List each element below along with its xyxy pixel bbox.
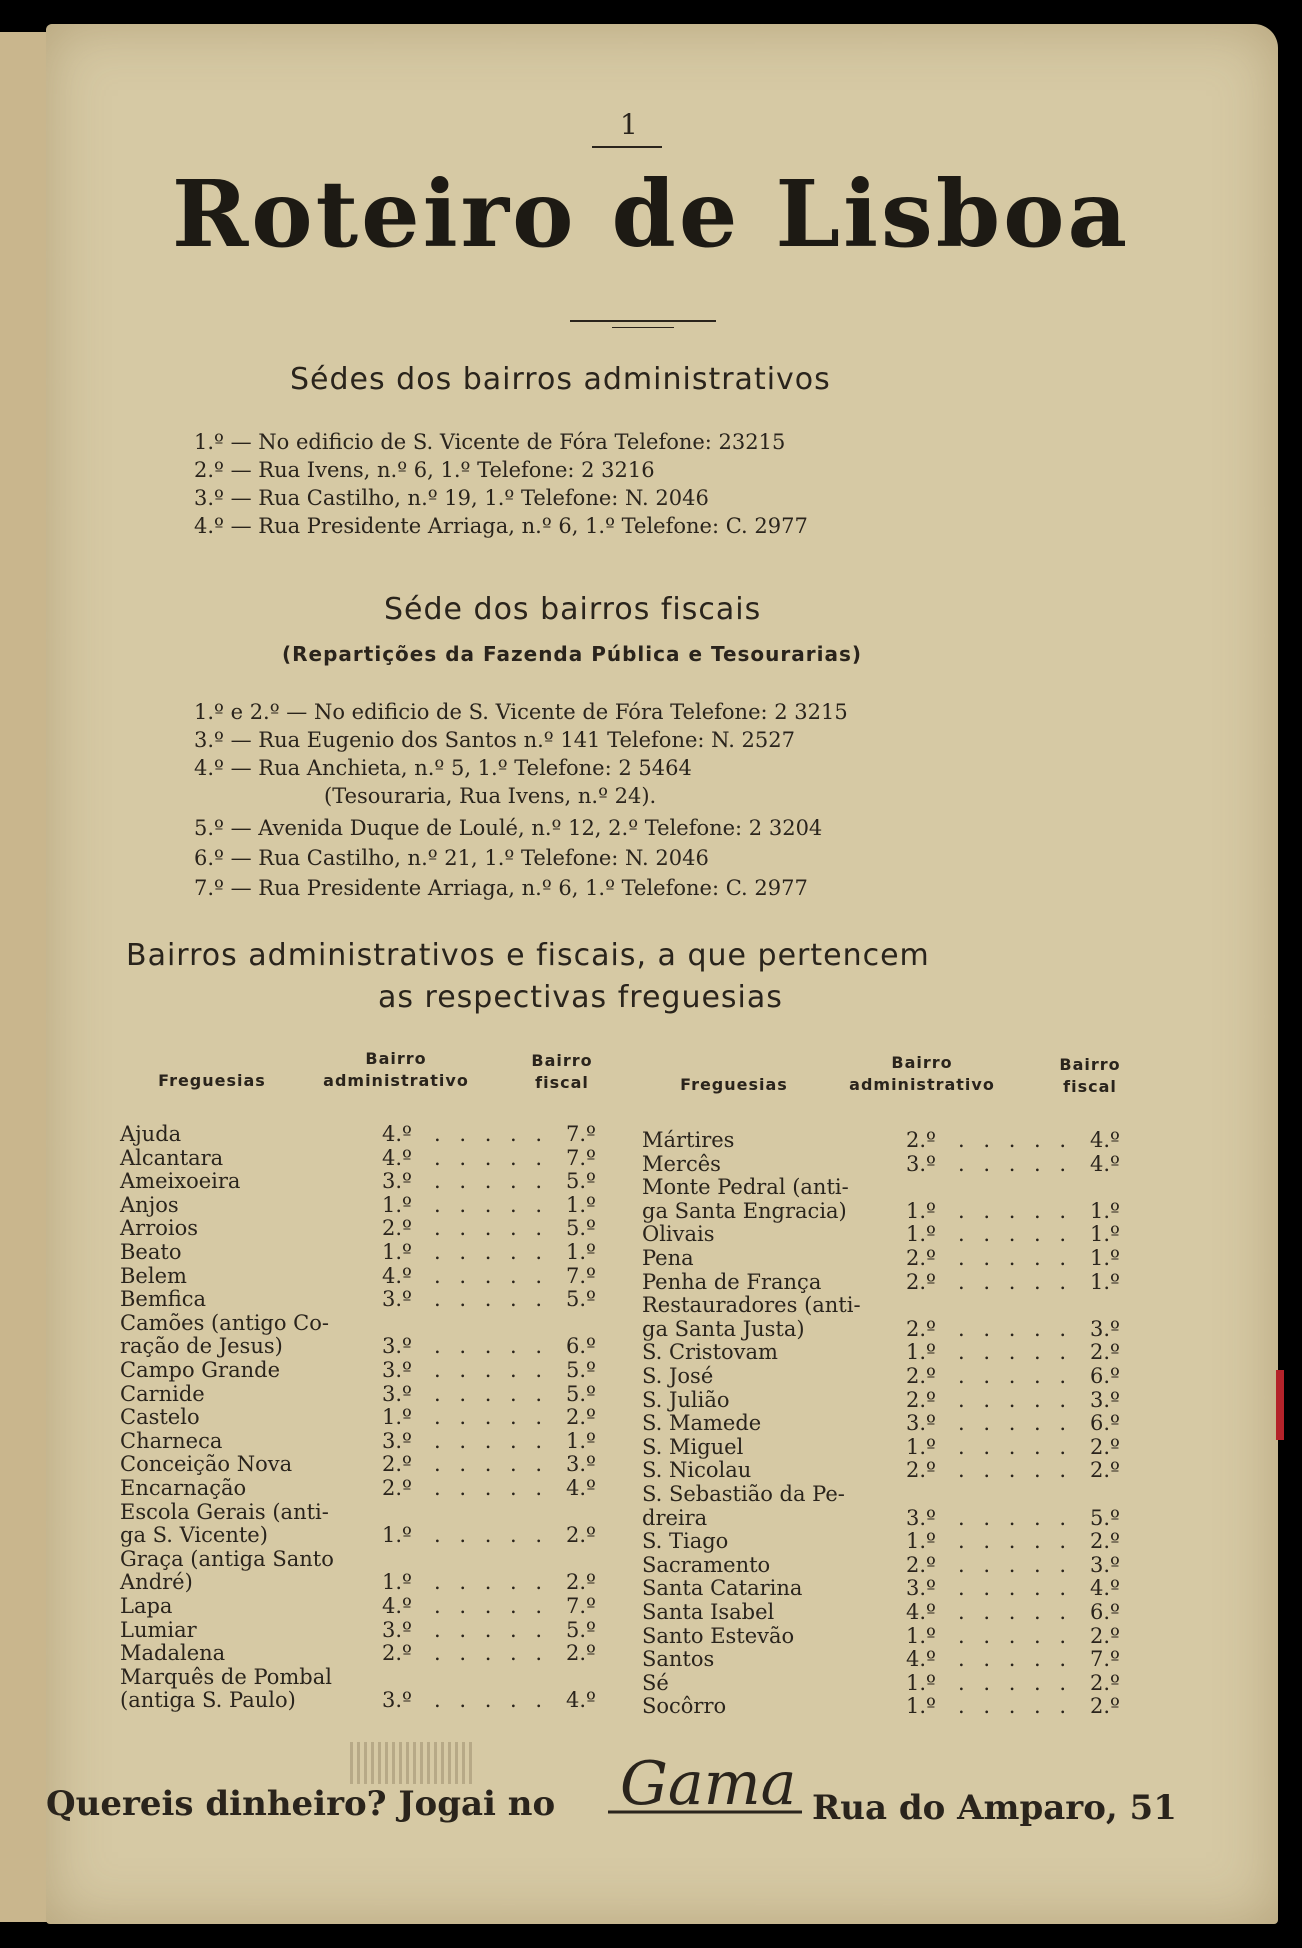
leader-dots: . . . . . [434,1240,549,1264]
section1-item: 4.º — Rua Presidente Arriaga, n.º 6, 1.º Telefone: C. 2977 [194,514,808,538]
leader-dots: . . . . . [958,1198,1073,1223]
bairro-administrativo-value: 2.º [382,1476,412,1500]
freguesia-name: Charneca [120,1428,223,1453]
leader-dots: . . . . . [434,1192,549,1217]
title-divider-short [612,327,674,328]
bairro-fiscal-value: 4.º [1090,1576,1120,1601]
freguesia-name: Belem [120,1263,187,1288]
bairro-administrativo-value: 4.º [382,1594,412,1618]
section2-item: 5.º — Avenida Duque de Loulé, n.º 12, 2.º Telefone: 2 3204 [194,816,823,840]
bairro-administrativo-value: 2.º [906,1458,936,1483]
bairro-fiscal-value: 2.º [566,1570,596,1595]
col-header-admin-left [306,1048,486,1092]
freguesia-name: André) [120,1570,193,1595]
bairro-administrativo-value: 3.º [382,1428,412,1453]
freguesia-name: dreira [642,1505,708,1530]
bairro-administrativo-value: 2.º [906,1387,936,1412]
bairro-administrativo-value: 3.º [382,1381,412,1406]
leader-dots: . . . . . [958,1505,1073,1530]
bairro-fiscal-value: 6.º [566,1334,596,1359]
freguesia-name: Bemfica [120,1287,207,1312]
section2-subheading: (Repartições da Fazenda Pública e Tesourarias) [282,642,863,666]
bairro-administrativo-value: 3.º [382,1169,412,1194]
bairro-fiscal-value: 7.º [566,1122,596,1146]
bairro-fiscal-value: 7.º [1090,1647,1120,1672]
bairro-administrativo-value: 1.º [906,1198,936,1223]
bairro-administrativo-value: 3.º [906,1576,936,1601]
bairro-fiscal-value: 5.º [566,1169,596,1194]
bairro-fiscal-value: 5.º [566,1216,596,1241]
bairro-administrativo-value: 1.º [906,1434,936,1459]
bairro-administrativo-value: 3.º [906,1151,936,1176]
gama-logo-text: Gama [620,1752,797,1819]
freguesia-name: (antiga S. Paulo) [120,1688,296,1713]
leader-dots: . . . . . [958,1364,1073,1388]
bairro-administrativo-value: 3.º [382,1358,412,1382]
leader-dots: . . . . . [434,1476,549,1500]
freguesia-name: Conceição Nova [120,1452,293,1477]
bairro-administrativo-value: 2.º [382,1641,412,1666]
bairro-fiscal-value: 1.º [566,1240,596,1264]
freguesia-name: ração de Jesus) [120,1334,283,1359]
freguesia-name: Penha de França [642,1269,822,1294]
col-header-admin-right [832,1052,1012,1096]
bairro-fiscal-value: 6.º [1090,1364,1120,1388]
bairro-administrativo-value: 1.º [906,1670,936,1695]
freguesia-name: Marquês de Pombal [120,1664,332,1689]
freguesia-name: Santa Catarina [642,1576,803,1601]
bairro-fiscal-value: 2.º [566,1641,596,1666]
freguesia-name: Escola Gerais (anti- [120,1499,329,1524]
bairro-fiscal-value: 4.º [1090,1151,1120,1176]
bairro-fiscal-value: 6.º [1090,1411,1120,1436]
leader-dots: . . . . . [958,1576,1073,1601]
leader-dots: . . . . . [958,1623,1073,1648]
leader-dots: . . . . . [434,1122,549,1146]
bairro-administrativo-value: 2.º [382,1452,412,1477]
red-ink-mark [1276,1370,1284,1440]
freguesia-name: Anjos [120,1192,179,1217]
leader-dots: . . . . . [434,1358,549,1382]
bairro-fiscal-value: 2.º [1090,1623,1120,1648]
freguesia-name: Santos [642,1647,715,1672]
freguesia-name: Camões (antigo Co- [120,1310,329,1335]
freguesia-name: S. Julião [642,1387,730,1412]
bairro-fiscal-value: 5.º [566,1287,596,1312]
freguesia-name: S. Mamede [642,1411,762,1436]
bairro-administrativo-value: 1.º [906,1694,936,1719]
bairro-administrativo-value: 1.º [906,1623,936,1648]
leader-dots: . . . . . [434,1452,549,1477]
bairro-administrativo-value: 3.º [906,1411,936,1436]
freguesia-name: Socôrro [642,1694,727,1719]
leader-dots: . . . . . [434,1145,549,1170]
col-header-freguesias-right [664,1074,804,1096]
section2-item: 4.º — Rua Anchieta, n.º 5, 1.º Telefone: 2 5464 [194,756,692,780]
bairro-administrativo-value: 1.º [382,1405,412,1430]
footer-advert-right: Rua do Amparo, 51 [812,1788,1177,1828]
col-header-label: Bairro [1059,1055,1121,1074]
freguesia-name: S. Cristovam [642,1340,778,1365]
bairro-fiscal-value: 2.º [1090,1529,1120,1554]
bairro-administrativo-value: 2.º [906,1128,936,1152]
freguesia-name: Carnide [120,1381,205,1406]
bairro-administrativo-value: 4.º [382,1122,412,1146]
col-header-label: administrativo [849,1075,995,1094]
leader-dots: . . . . . [434,1287,549,1312]
freguesia-name: Castelo [120,1405,200,1430]
freguesia-name: Pena [642,1246,694,1270]
bairro-fiscal-value: 7.º [566,1145,596,1170]
bairro-fiscal-value: 1.º [566,1192,596,1217]
leader-dots: . . . . . [958,1222,1073,1247]
freguesia-name: Sacramento [642,1552,771,1577]
col-header-label: fiscal [1063,1077,1117,1096]
freguesia-name: Graça (antiga Santo [120,1546,334,1571]
col-header-label: Bairro [891,1053,953,1072]
leader-dots: . . . . . [958,1316,1073,1341]
section2-item: 7.º — Rua Presidente Arriaga, n.º 6, 1.º Telefone: C. 2977 [194,876,808,900]
leader-dots: . . . . . [434,1263,549,1288]
leader-dots: . . . . . [434,1570,549,1595]
freguesia-name: Ameixoeira [120,1169,241,1194]
bairro-administrativo-value: 2.º [906,1269,936,1294]
page-title: Roteiro de Lisboa [171,160,1131,268]
col-header-label: Freguesias [680,1075,788,1094]
leader-dots: . . . . . [958,1387,1073,1412]
freguesia-name: Olivais [642,1222,715,1247]
leader-dots: . . . . . [958,1670,1073,1695]
bairro-administrativo-value: 3.º [382,1688,412,1713]
freguesia-name: S. Sebastião da Pe- [642,1482,845,1506]
stamp-mark [350,1742,472,1784]
leader-dots: . . . . . [434,1381,549,1406]
section1-item: 3.º — Rua Castilho, n.º 19, 1.º Telefone: N. 2046 [194,486,709,510]
bairro-fiscal-value: 3.º [1090,1316,1120,1341]
bairro-fiscal-value: 7.º [566,1594,596,1618]
footer-advert-left: Quereis dinheiro? Jogai no [46,1784,556,1824]
freguesia-name: ga Santa Engracia) [642,1198,847,1223]
section1-heading: Sédes dos bairros administrativos [290,362,831,397]
leader-dots: . . . . . [434,1428,549,1453]
bairro-administrativo-value: 1.º [906,1529,936,1554]
freguesia-name: Encarnação [120,1476,247,1500]
gama-logo [606,1752,806,1824]
freguesia-name: Campo Grande [120,1358,280,1382]
leader-dots: . . . . . [958,1128,1073,1152]
bairro-fiscal-value: 2.º [1090,1458,1120,1483]
freguesia-name: Santo Estevão [642,1623,795,1648]
bairro-administrativo-value: 2.º [906,1552,936,1577]
col-header-label: Freguesias [158,1071,266,1090]
col-header-label: fiscal [535,1073,589,1092]
leader-dots: . . . . . [958,1246,1073,1270]
bairro-fiscal-value: 1.º [1090,1198,1120,1223]
leader-dots: . . . . . [958,1458,1073,1483]
col-header-label: Bairro [365,1049,427,1068]
leader-dots: . . . . . [958,1411,1073,1436]
page-number-rule [592,146,662,148]
section1-item: 2.º — Rua Ivens, n.º 6, 1.º Telefone: 2 3216 [194,458,655,482]
freguesia-name: Santa Isabel [642,1600,775,1624]
page-number: 1 [620,108,638,141]
leader-dots: . . . . . [958,1647,1073,1672]
bairro-fiscal-value: 5.º [566,1358,596,1382]
section2-item: 6.º — Rua Castilho, n.º 21, 1.º Telefone: N. 2046 [194,846,709,870]
freguesia-name: S. Miguel [642,1434,744,1459]
freguesia-name: Beato [120,1240,182,1264]
leader-dots: . . . . . [958,1340,1073,1365]
section3-heading-line1: Bairros administrativos e fiscais, a que pertencem [126,938,930,973]
section1-item: 1.º — No edificio de S. Vicente de Fóra Telefone: 23215 [194,430,786,454]
freguesia-name: S. José [642,1364,714,1388]
leader-dots: . . . . . [958,1529,1073,1554]
freguesia-name: Mercês [642,1151,721,1176]
bairro-fiscal-value: 3.º [566,1452,596,1477]
section2-item: 3.º — Rua Eugenio dos Santos n.º 141 Telefone: N. 2527 [194,728,795,752]
bairro-administrativo-value: 1.º [382,1523,412,1548]
bairro-administrativo-value: 3.º [906,1505,936,1530]
bairro-administrativo-value: 3.º [382,1287,412,1312]
col-header-fiscal-left [512,1050,612,1094]
freguesia-name: S. Nicolau [642,1458,752,1483]
freguesia-name: Ajuda [120,1122,182,1146]
freguesia-name: Madalena [120,1641,226,1666]
bairro-administrativo-value: 1.º [382,1240,412,1264]
leader-dots: . . . . . [434,1334,549,1359]
bairro-fiscal-value: 1.º [1090,1269,1120,1294]
bairro-administrativo-value: 4.º [906,1647,936,1672]
leader-dots: . . . . . [958,1151,1073,1176]
bairro-fiscal-value: 3.º [1090,1387,1120,1412]
bairro-fiscal-value: 2.º [1090,1694,1120,1719]
bairro-administrativo-value: 1.º [906,1340,936,1365]
section2-item: 1.º e 2.º — No edificio de S. Vicente de Fóra Telefone: 2 3215 [194,700,848,724]
bairro-administrativo-value: 4.º [382,1145,412,1170]
leader-dots: . . . . . [958,1269,1073,1294]
col-header-label: administrativo [323,1071,469,1090]
bairro-administrativo-value: 3.º [382,1617,412,1642]
section2-heading: Séde dos bairros fiscais [384,592,762,627]
bairro-administrativo-value: 1.º [382,1192,412,1217]
bairro-fiscal-value: 1.º [1090,1222,1120,1247]
freguesia-name: Arroios [120,1216,199,1241]
freguesia-name: Sé [642,1670,669,1695]
bairro-fiscal-value: 5.º [1090,1505,1120,1530]
bairro-fiscal-value: 4.º [566,1688,596,1713]
bairro-administrativo-value: 2.º [382,1216,412,1241]
leader-dots: . . . . . [958,1552,1073,1577]
bairro-administrativo-value: 3.º [382,1334,412,1359]
bairro-administrativo-value: 1.º [906,1222,936,1247]
bairro-administrativo-value: 2.º [906,1316,936,1341]
bairro-administrativo-value: 4.º [906,1600,936,1624]
freguesia-name: Restauradores (anti- [642,1293,861,1318]
bairro-fiscal-value: 4.º [1090,1128,1120,1152]
bairro-fiscal-value: 2.º [1090,1670,1120,1695]
leader-dots: . . . . . [434,1523,549,1548]
bairro-administrativo-value: 4.º [382,1263,412,1288]
freguesia-name: Monte Pedral (anti- [642,1175,849,1200]
bairro-fiscal-value: 2.º [566,1405,596,1430]
bairro-administrativo-value: 2.º [906,1364,936,1388]
section3-heading-line2: as respectivas freguesias [378,980,783,1015]
col-header-fiscal-right [1040,1054,1140,1098]
bairro-fiscal-value: 3.º [1090,1552,1120,1577]
leader-dots: . . . . . [434,1169,549,1194]
freguesia-name: Lumiar [120,1617,197,1642]
leader-dots: . . . . . [434,1405,549,1430]
col-header-label: Bairro [531,1051,593,1070]
freguesia-name: ga Santa Justa) [642,1316,805,1341]
bairro-fiscal-value: 5.º [566,1381,596,1406]
section2-item: (Tesouraria, Rua Ivens, n.º 24). [324,784,657,808]
leader-dots: . . . . . [434,1216,549,1241]
title-divider [570,320,716,322]
leader-dots: . . . . . [958,1434,1073,1459]
bairro-fiscal-value: 2.º [1090,1434,1120,1459]
bairro-fiscal-value: 1.º [1090,1246,1120,1270]
freguesia-name: Alcantara [120,1145,224,1170]
bairro-administrativo-value: 1.º [382,1570,412,1595]
leader-dots: . . . . . [434,1688,549,1713]
freguesia-name: S. Tiago [642,1529,729,1554]
bairro-administrativo-value: 2.º [906,1246,936,1270]
col-header-freguesias-left [142,1070,282,1092]
leader-dots: . . . . . [958,1694,1073,1719]
freguesia-name: Lapa [120,1594,173,1618]
leader-dots: . . . . . [434,1594,549,1618]
bairro-fiscal-value: 2.º [566,1523,596,1548]
bairro-fiscal-value: 7.º [566,1263,596,1288]
leader-dots: . . . . . [434,1641,549,1666]
bairro-fiscal-value: 6.º [1090,1600,1120,1624]
leader-dots: . . . . . [958,1600,1073,1624]
leader-dots: . . . . . [434,1617,549,1642]
bairro-fiscal-value: 1.º [566,1428,596,1453]
freguesia-name: Mártires [642,1128,735,1152]
bairro-fiscal-value: 5.º [566,1617,596,1642]
bairro-fiscal-value: 2.º [1090,1340,1120,1365]
freguesia-name: ga S. Vicente) [120,1523,268,1548]
bairro-fiscal-value: 4.º [566,1476,596,1500]
